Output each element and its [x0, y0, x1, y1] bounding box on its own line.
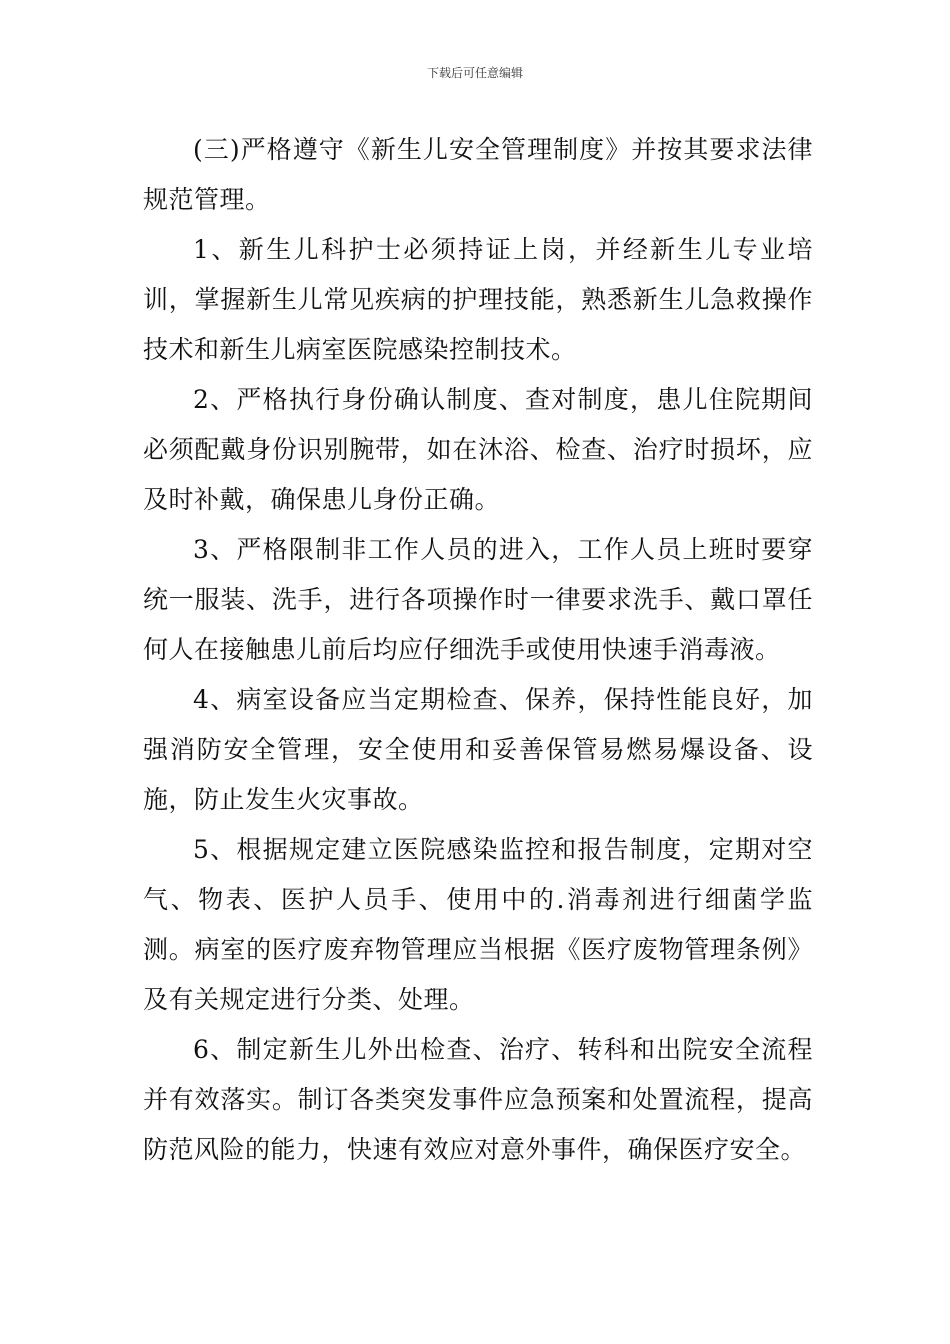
paragraph-item-4: 4、病室设备应当定期检查、保养，保持性能良好，加强消防安全管理，安全使用和妥善保管易燃易爆设备、设施，防止发生火灾事故。	[143, 685, 813, 814]
page-header: 下载后可任意编辑	[426, 66, 523, 80]
paragraph-item-5: 5、根据规定建立医院感染监控和报告制度，定期对空气、物表、医护人员手、使用中的.消毒剂进行细菌学监测。病室的医疗废弃物管理应当根据《医疗废物管理条例》及有关规定进行分类、处理。	[143, 835, 813, 1014]
paragraph-item-2: 2、严格执行身份确认制度、查对制度，患儿住院期间必须配戴身份识别腕带，如在沐浴、检查、治疗时损坏，应及时补戴，确保患儿身份正确。	[143, 385, 813, 514]
paragraph-item-6: 6、制定新生儿外出检查、治疗、转科和出院安全流程并有效落实。制订各类突发事件应急预案和处置流程，提高防范风险的能力，快速有效应对意外事件，确保医疗安全。	[143, 1035, 813, 1164]
section-heading-paragraph: (三)严格遵守《新生儿安全管理制度》并按其要求法律规范管理。	[143, 135, 813, 214]
document-body	[143, 125, 813, 1175]
paragraph-item-3: 3、严格限制非工作人员的进入，工作人员上班时要穿统一服装、洗手，进行各项操作时一律要求洗手、戴口罩任何人在接触患儿前后均应仔细洗手或使用快速手消毒液。	[143, 535, 813, 664]
paragraph-item-1: 1、新生儿科护士必须持证上岗，并经新生儿专业培训，掌握新生儿常见疾病的护理技能，熟悉新生儿急救操作技术和新生儿病室医院感染控制技术。	[143, 235, 813, 364]
